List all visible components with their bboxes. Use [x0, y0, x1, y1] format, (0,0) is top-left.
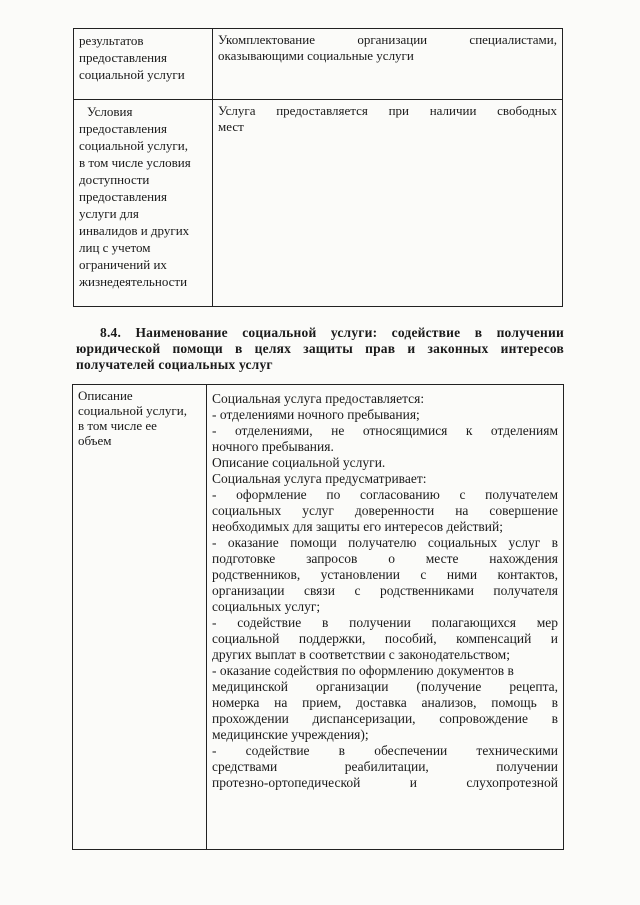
cell-line: организации связи с родственниками получателя — [212, 583, 558, 598]
table-cell-value — [213, 100, 563, 307]
cell-line: подготовке запросов о месте нахождения — [212, 551, 558, 566]
cell-line: средствами реабилитации, получении — [212, 759, 558, 774]
cell-line: ограничений их — [79, 257, 167, 272]
cell-line: в том числе условия — [79, 155, 191, 170]
cell-line: медицинские учреждения); — [212, 727, 369, 742]
cell-line: Укомплектование организации специалистами, — [218, 32, 557, 47]
cell-line: - содействие в получении полагающихся мер — [212, 615, 558, 630]
cell-line: - оформление по согласованию с получателем — [212, 487, 558, 502]
cell-line: Условия — [87, 104, 133, 119]
cell-line: в том числе ее — [78, 418, 157, 433]
table-row — [74, 100, 563, 307]
table-cell-value — [213, 29, 563, 100]
cell-line: Описание социальной услуги. — [212, 455, 386, 470]
cell-line: других выплат в соответствии с законодательством; — [212, 647, 510, 662]
cell-line: лиц с учетом — [79, 240, 151, 255]
cell-line: - оказание содействия по оформлению документов в — [212, 663, 514, 678]
cell-line: - отделениями ночного пребывания; — [212, 407, 420, 422]
cell-line: социальных услуг доверенности на совершение — [212, 503, 558, 518]
table-cell-value — [207, 385, 564, 850]
heading-line: юридической помощи в целях защиты прав и законных интересов — [76, 341, 564, 356]
cell-line: ночного пребывания. — [212, 439, 334, 454]
cell-line: протезно-ортопедической и слухопротезной — [212, 775, 558, 790]
cell-line: мест — [218, 119, 244, 134]
cell-line: предоставления — [79, 121, 167, 136]
cell-line: результатов — [79, 33, 144, 48]
table-cell-label — [73, 385, 207, 850]
cell-line: медицинской организации (получение рецепта, — [212, 679, 558, 694]
cell-line: доступности — [79, 172, 150, 187]
section-heading — [76, 325, 564, 373]
cell-line: услуги для — [79, 206, 139, 221]
heading-line: 8.4. Наименование социальной услуги: содействие в получении — [100, 325, 564, 340]
service-table-top — [73, 28, 563, 307]
cell-line: жизнедеятельности — [79, 274, 188, 289]
cell-line: инвалидов и других — [79, 223, 190, 238]
cell-line: необходимых для защиты его интересов действий; — [212, 519, 504, 534]
table-row — [73, 385, 564, 850]
cell-line: предоставления — [79, 50, 167, 65]
cell-line: социальных услуг; — [212, 599, 321, 614]
cell-line: социальной услуги, — [78, 403, 187, 418]
cell-line: Услуга предоставляется при наличии свободных — [218, 103, 557, 118]
cell-line: - оказание помощи получателю социальных услуг в — [212, 535, 558, 550]
table-row — [74, 29, 563, 100]
cell-line: Описание — [78, 388, 133, 403]
cell-line: родственников, установлении с ними контактов, — [212, 567, 558, 582]
cell-line: оказывающими социальные услуги — [218, 48, 414, 63]
cell-line: - отделениями, не относящимися к отделениям — [212, 423, 558, 438]
cell-line: объем — [78, 433, 112, 448]
heading-line: получателей социальных услуг — [76, 357, 273, 372]
service-table-bottom — [72, 384, 564, 850]
cell-line: - содействие в обеспечении техническими — [212, 743, 558, 758]
table-cell-label — [74, 100, 213, 307]
table-cell-label — [74, 29, 213, 100]
cell-line: социальной поддержки, пособий, компенсаций и — [212, 631, 558, 646]
cell-line: прохождении диспансеризации, сопровождение в — [212, 711, 558, 726]
cell-line: Социальная услуга предоставляется: — [212, 391, 425, 406]
cell-line: социальной услуги — [79, 67, 185, 82]
cell-line: номерка на прием, доставка анализов, помощь в — [212, 695, 558, 710]
cell-line: предоставления — [79, 189, 167, 204]
cell-line: социальной услуги, — [79, 138, 188, 153]
cell-line: Социальная услуга предусматривает: — [212, 471, 427, 486]
